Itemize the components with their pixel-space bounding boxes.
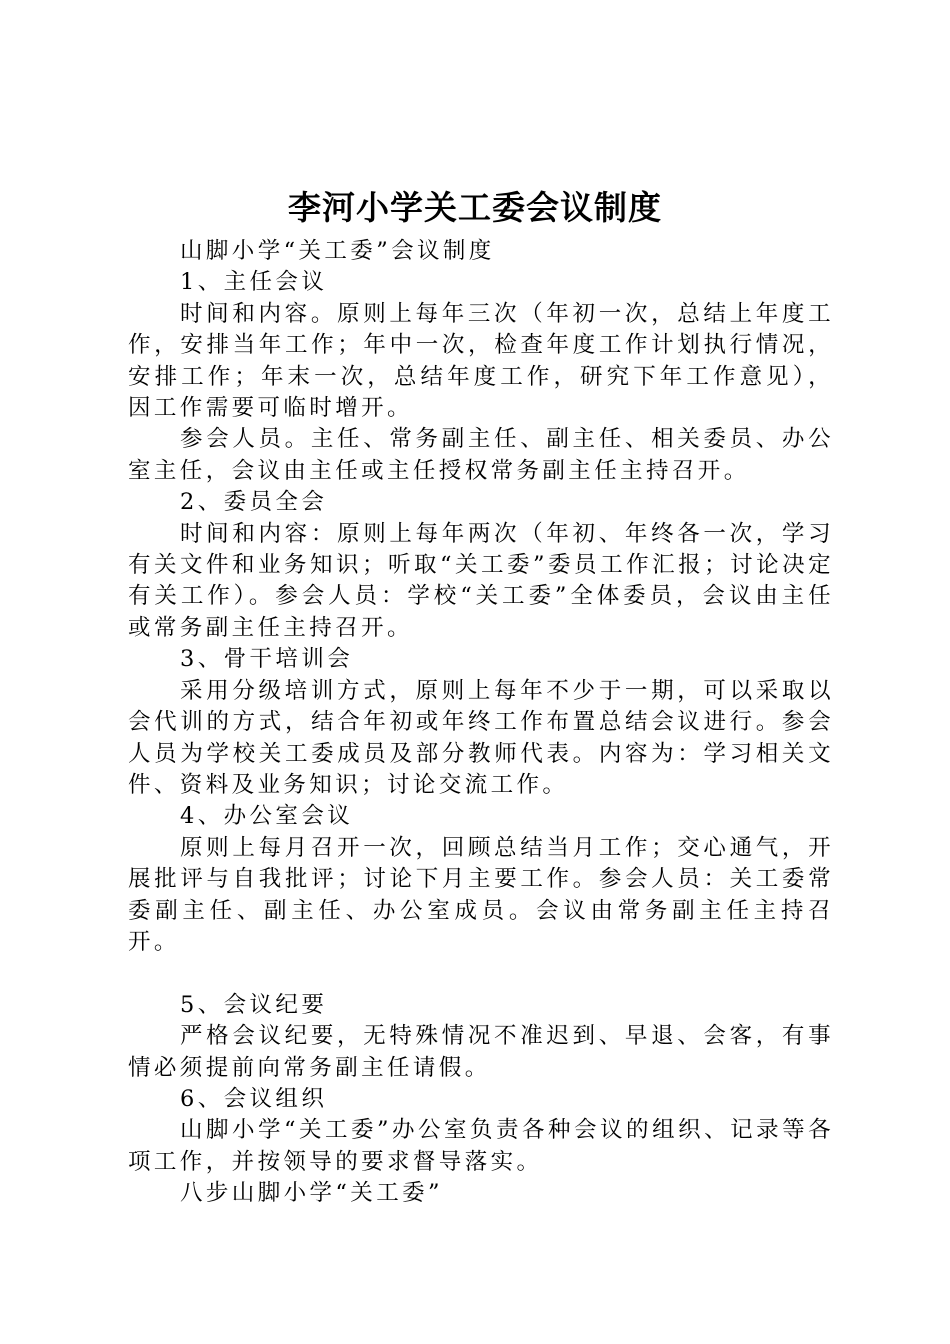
section-heading-6: 6、会议组织 xyxy=(180,1085,328,1112)
subtitle: 山脚小学“关工委”会议制度 xyxy=(180,238,495,264)
document-title: 李河小学关工委会议制度 xyxy=(288,188,662,227)
document-body xyxy=(128,236,834,1210)
signature-line: 八步山脚小学“关工委” xyxy=(180,1180,443,1207)
section-heading-3: 3、骨干培训会 xyxy=(180,646,354,673)
blank-line xyxy=(128,958,834,989)
paragraph: 原则上每月召开一次，回顾总结当月工作；交心通气，开展批评与自我批评；讨论下月主要工作。参会人员：关工委常委副主任、副主任、办公室成员。会议由常务副主任主持召开。 xyxy=(128,834,834,955)
section-heading-5: 5、会议纪要 xyxy=(180,991,328,1018)
paragraph: 严格会议纪要，无特殊情况不准迟到、早退、会客，有事情必须提前向常务副主任请假。 xyxy=(128,1023,834,1081)
section-heading-4: 4、办公室会议 xyxy=(180,803,354,830)
paragraph: 时间和内容：原则上每年两次（年初、年终各一次，学习有关文件和业务知识；听取“关工委”委员工作汇报；讨论决定有关工作）。参会人员：学校“关工委”全体委员，会议由主任或常务副主任主持召开。 xyxy=(128,520,834,641)
section-heading-2: 2、委员全会 xyxy=(180,489,328,516)
paragraph: 山脚小学“关工委”办公室负责各种会议的组织、记录等各项工作，并按领导的要求督导落实。 xyxy=(128,1117,834,1175)
paragraph: 参会人员。主任、常务副主任、副主任、相关委员、办公室主任，会议由主任或主任授权常务副主任主持召开。 xyxy=(128,426,834,484)
paragraph: 时间和内容。原则上每年三次（年初一次，总结上年度工作，安排当年工作；年中一次，检查年度工作计划执行情况，安排工作；年末一次，总结年度工作，研究下年工作意见），因工作需要可临时增开。 xyxy=(128,300,834,422)
paragraph: 采用分级培训方式，原则上每年不少于一期，可以采取以会代训的方式，结合年初或年终工作布置总结会议进行。参会人员为学校关工委成员及部分教师代表。内容为：学习相关文件、资料及业务知识；讨论交流工作。 xyxy=(128,677,834,798)
section-heading-1: 1、主任会议 xyxy=(180,269,328,296)
